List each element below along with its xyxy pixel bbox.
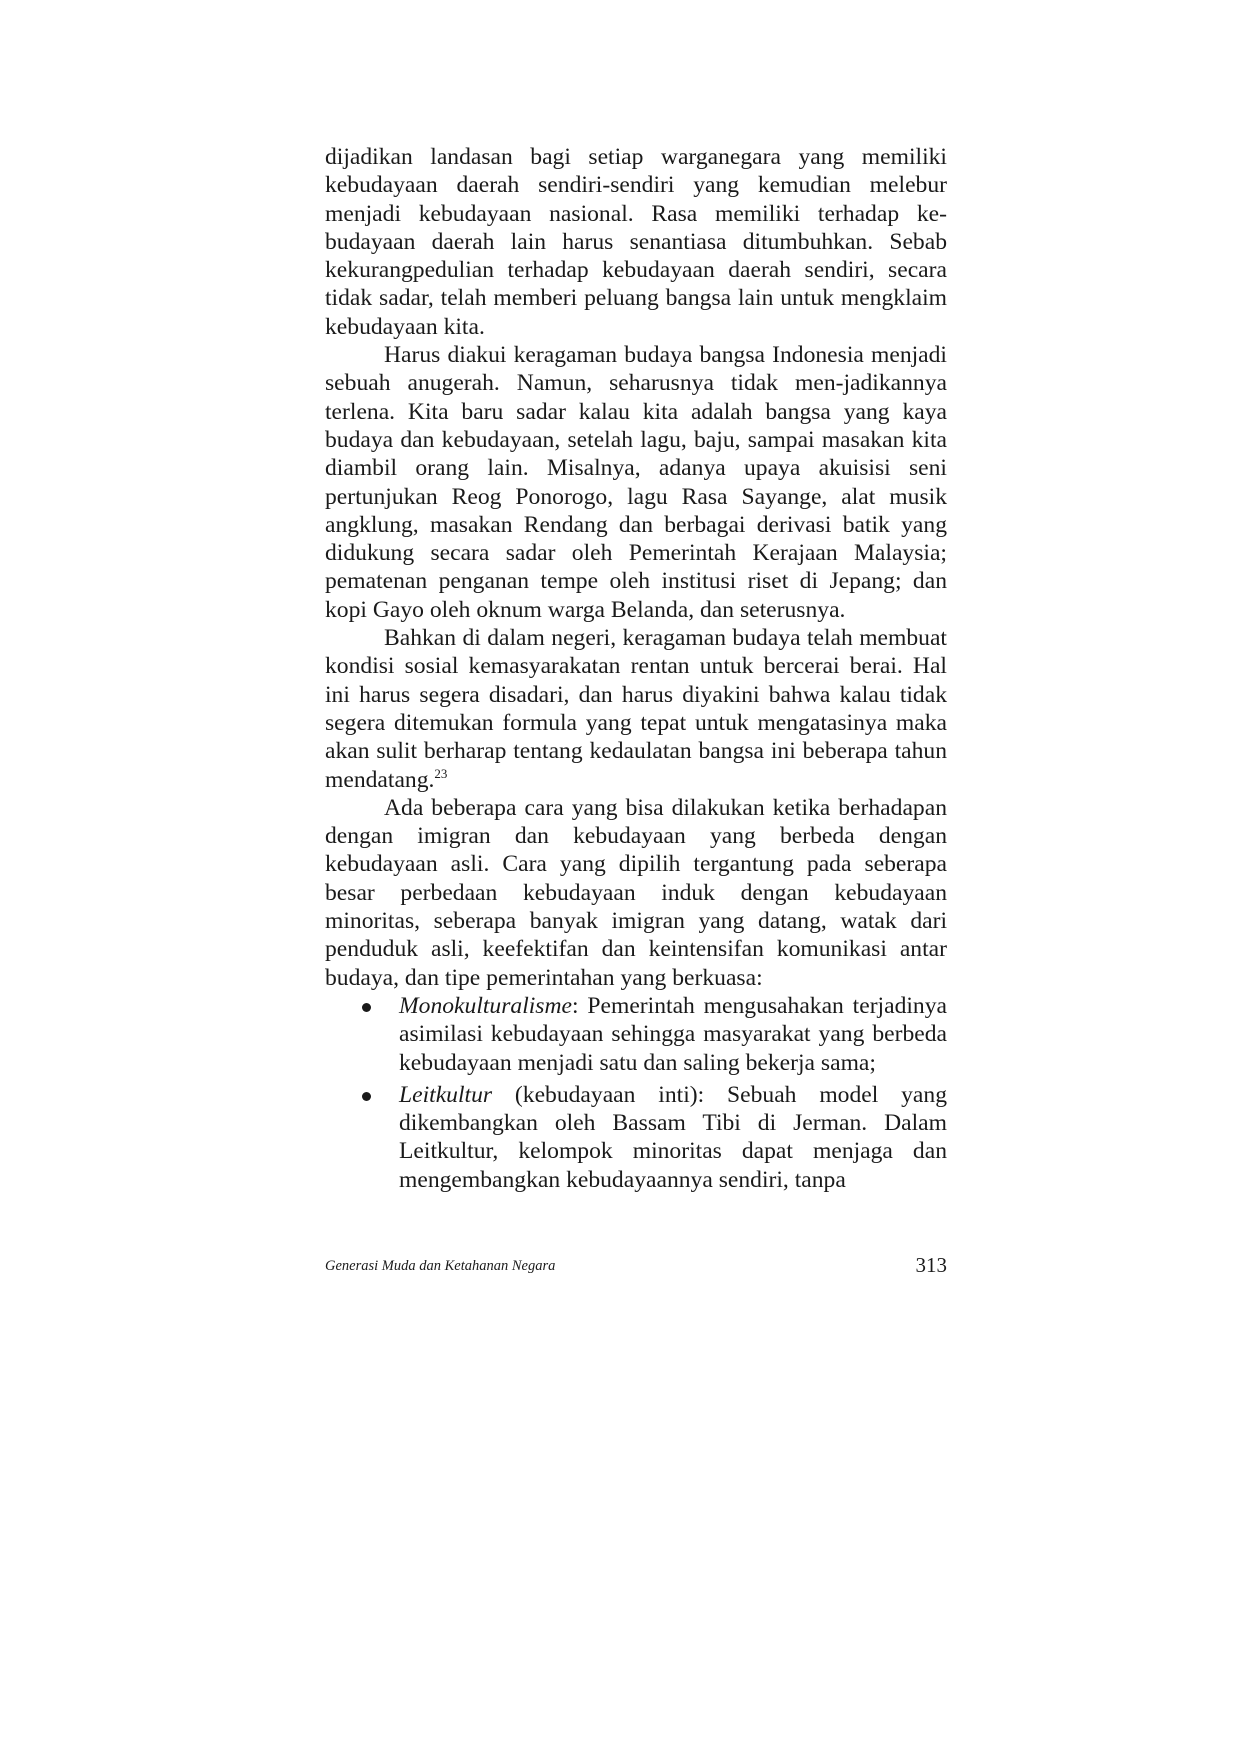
list-item-term: Monokulturalisme xyxy=(399,992,573,1019)
page-number: 313 xyxy=(915,1253,947,1277)
paragraph-dalam-negeri xyxy=(325,624,947,794)
paragraph-continuation: dijadikan landasan bagi setiap warganegara yang memiliki kebudayaan daerah sendiri-sendiri yang kemudian melebur menjadi kebudayaan nasional. Rasa memiliki terhadap ke-budayaan daerah lain harus senantiasa ditumbuhkan. Sebab kekurangpedulian terhadap kebudayaan daerah sendiri, secara tidak sadar, telah memberi peluang bangsa lain untuk mengklaim kebudayaan kita. xyxy=(325,144,947,340)
bullet-icon xyxy=(362,1003,371,1012)
list-item-term: Leitkultur xyxy=(399,1081,493,1108)
paragraph-cara: Ada beberapa cara yang bisa dilakukan ketika berhadapan dengan imigran dan kebudayaan yang berbeda dengan kebudayaan asli. Cara yang dipilih tergantung pada seberapa besar perbedaan kebudayaan induk dengan kebudayaan minoritas, seberapa banyak imigran yang datang, watak dari penduduk asli, keefektifan dan keintensifan komunikasi antar budaya, dan tipe pemerintahan yang berkuasa: xyxy=(325,794,947,991)
list-item-text: : Pemerintah mengusahakan terjadinya asimilasi kebudayaan sehingga masyarakat yang berbeda kebudayaan menjadi satu dan saling bekerja sama; xyxy=(399,992,947,1076)
page-footer xyxy=(325,1253,947,1279)
list-item-text: (kebudayaan inti): Sebuah model yang dikembangkan oleh Bassam Tibi di Jerman. Dalam Leitkultur, kelompok minoritas dapat menjaga dan mengembangkan kebudayaannya sendiri, tanpa xyxy=(399,1081,947,1193)
paragraph-dalam-negeri-text: Bahkan di dalam negeri, keragaman budaya telah membuat kondisi sosial kemasyarakatan rentan untuk bercerai berai. Hal ini harus segera disadari, dan harus diyakini bahwa kalau tidak segera ditemukan formula yang tepat untuk mengatasinya maka akan sulit berharap tentang kedaulatan bangsa ini beberapa tahun mendatang. xyxy=(325,625,947,793)
bullet-icon xyxy=(362,1092,371,1101)
main-text xyxy=(325,143,947,1198)
paragraph-keragaman: Harus diakui keragaman budaya bangsa Indonesia menjadi sebuah anugerah. Namun, seharusnya tidak men-jadikannya terlena. Kita baru sadar kalau kita adalah bangsa yang kaya budaya dan kebudayaan, setelah lagu, baju, sampai masakan kita diambil orang lain. Misalnya, adanya upaya akuisisi seni pertunjukan Reog Ponorogo, lagu Rasa Sayange, alat musik angklung, masakan Rendang dan berbagai derivasi batik yang didukung secara sadar oleh Pemerintah Kerajaan Malaysia; pematenan penganan tempe oleh institusi riset di Jepang; dan kopi Gayo oleh oknum warga Belanda, dan seterusnya. xyxy=(325,342,947,623)
running-footer-title: Generasi Muda dan Ketahanan Negara xyxy=(325,1258,556,1274)
list-item xyxy=(325,992,947,1077)
list-item xyxy=(325,1081,947,1194)
footnote-reference[interactable]: 23 xyxy=(434,765,448,781)
bullet-list xyxy=(325,992,947,1194)
